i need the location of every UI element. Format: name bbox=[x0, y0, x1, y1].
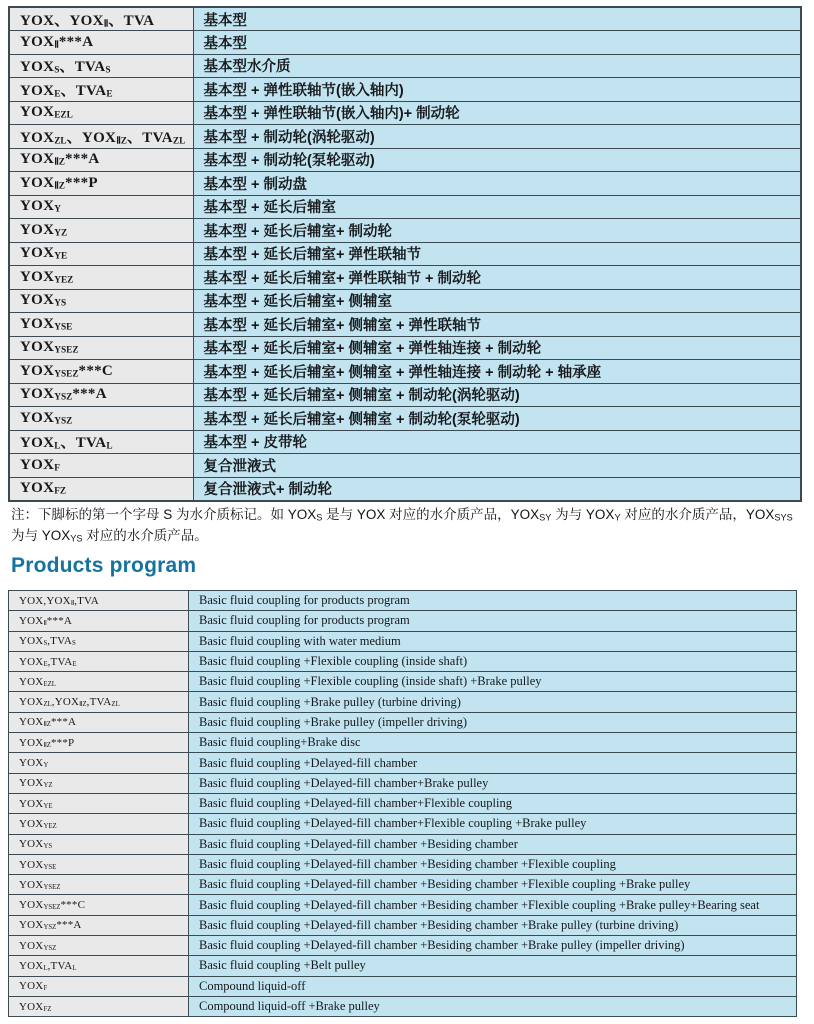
model-code-cell: $YOX_{ZL},YOX_{ⅡZ},TVA_{ZL}$ bbox=[9, 692, 189, 712]
model-code-cell: $YOX_L$、$TVA_L$ bbox=[9, 430, 193, 454]
table-row bbox=[9, 172, 801, 196]
table-row bbox=[9, 895, 797, 915]
products-program-heading: Products program bbox=[11, 554, 197, 577]
model-code-cell: $YOX_E$、$TVA_E$ bbox=[9, 78, 193, 102]
table-row bbox=[9, 773, 797, 793]
model-code-cell: $YOX_Ⅱ***A$ bbox=[9, 31, 193, 55]
table-row bbox=[9, 834, 797, 854]
model-code-cell: $YOX_{YEZ}$ bbox=[9, 266, 193, 290]
model-code-cell: $YOX_{FZ}$ bbox=[9, 477, 193, 501]
table-row bbox=[9, 996, 797, 1016]
description-cell: Basic fluid coupling for products program bbox=[189, 591, 797, 611]
description-cell: 基本型 + 延长后辅室+ 弹性联轴节 + 制动轮 bbox=[193, 266, 801, 290]
table-row bbox=[9, 712, 797, 732]
table-row bbox=[9, 631, 797, 651]
description-cell: Basic fluid coupling +Delayed-fill chamber+Flexible coupling +Brake pulley bbox=[189, 814, 797, 834]
description-cell: 基本型 + 制动盘 bbox=[193, 172, 801, 196]
chinese-table-body bbox=[9, 7, 801, 501]
description-cell: Basic fluid coupling for products program bbox=[189, 611, 797, 631]
model-code-cell: YOX、$YOX_Ⅱ$、TVA bbox=[9, 7, 193, 31]
model-code-cell: $YOX_Y$ bbox=[9, 195, 193, 219]
english-table-body bbox=[9, 591, 797, 1017]
model-code-cell: $YOX_S,TVA_S$ bbox=[9, 631, 189, 651]
description-cell: Basic fluid coupling +Delayed-fill chamber +Besiding chamber +Brake pulley (turbine driving) bbox=[189, 915, 797, 935]
description-cell: 基本型 + 延长后辅室+ 侧辅室 + 弹性轴连接 + 制动轮 bbox=[193, 336, 801, 360]
description-cell: Basic fluid coupling +Flexible coupling (inside shaft) bbox=[189, 651, 797, 671]
model-code-cell: $YOX_{YE}$ bbox=[9, 793, 189, 813]
description-cell: Basic fluid coupling +Delayed-fill chamber+Brake pulley bbox=[189, 773, 797, 793]
model-code-cell: $YOX_{YEZ}$ bbox=[9, 814, 189, 834]
table-row bbox=[9, 289, 801, 313]
description-cell: Basic fluid coupling +Delayed-fill chamber bbox=[189, 753, 797, 773]
description-cell: 基本型 + 制动轮(泵轮驱动) bbox=[193, 148, 801, 172]
description-cell: Basic fluid coupling with water medium bbox=[189, 631, 797, 651]
table-row bbox=[9, 125, 801, 149]
description-cell: 基本型 bbox=[193, 7, 801, 31]
table-row bbox=[9, 692, 797, 712]
model-code-cell: $YOX_{FZ}$ bbox=[9, 996, 189, 1016]
table-row bbox=[9, 936, 797, 956]
model-code-cell: $YOX_{YSZ}***A$ bbox=[9, 383, 193, 407]
model-code-cell: $YOX_{ⅡZ}***P$ bbox=[9, 733, 189, 753]
model-code-cell: $YOX_{YSEZ}***C$ bbox=[9, 895, 189, 915]
description-cell: Basic fluid coupling +Delayed-fill chamber +Besiding chamber +Flexible coupling bbox=[189, 854, 797, 874]
table-row bbox=[9, 31, 801, 55]
description-cell: 基本型 + 延长后辅室+ 弹性联轴节 bbox=[193, 242, 801, 266]
table-row bbox=[9, 407, 801, 431]
description-cell: 基本型 bbox=[193, 31, 801, 55]
table-row bbox=[9, 454, 801, 478]
model-code-cell: $YOX_Y$ bbox=[9, 753, 189, 773]
description-cell: Compound liquid-off +Brake pulley bbox=[189, 996, 797, 1016]
model-code-cell: $YOX_{YSEZ}$ bbox=[9, 336, 193, 360]
table-row bbox=[9, 672, 797, 692]
description-cell: Basic fluid coupling +Brake pulley (turbine driving) bbox=[189, 692, 797, 712]
description-cell: Basic fluid coupling +Delayed-fill chamber +Besiding chamber bbox=[189, 834, 797, 854]
model-code-cell: $YOX_{YSZ}$ bbox=[9, 936, 189, 956]
model-code-cell: $YOX_{YS}$ bbox=[9, 289, 193, 313]
table-row bbox=[9, 336, 801, 360]
model-code-cell: $YOX_{YSZ}***A$ bbox=[9, 915, 189, 935]
model-code-cell: $YOX_L,TVA_L$ bbox=[9, 956, 189, 976]
model-code-cell: $YOX_{YSE}$ bbox=[9, 313, 193, 337]
description-cell: Basic fluid coupling +Delayed-fill chamber +Besiding chamber +Flexible coupling +Brake pulley+Bearing seat bbox=[189, 895, 797, 915]
table-row bbox=[9, 956, 797, 976]
footnote: 注：下脚标的第一个字母 S 为水介质标记。如 $YOX_S$ 是与 YOX 对应的水介质产品，$YOX_{SY}$ 为与 $YOX_Y$ 对应的水介质产品，$YOX_{SYS}$ 为与 $YOX_{YS}$ 对应的水介质产品。 bbox=[11, 507, 793, 544]
table-row bbox=[9, 219, 801, 243]
table-row bbox=[9, 753, 797, 773]
table-row bbox=[9, 101, 801, 125]
model-code-cell: $YOX_{YZ}$ bbox=[9, 773, 189, 793]
table-row bbox=[9, 591, 797, 611]
chinese-products-table bbox=[8, 6, 802, 502]
table-row bbox=[9, 266, 801, 290]
table-row bbox=[9, 430, 801, 454]
table-row bbox=[9, 242, 801, 266]
table-row bbox=[9, 360, 801, 384]
model-code-cell: $YOX_{YE}$ bbox=[9, 242, 193, 266]
model-code-cell: $YOX_S$、$TVA_S$ bbox=[9, 54, 193, 78]
table-row bbox=[9, 611, 797, 631]
model-code-cell: $YOX_{YSEZ}***C$ bbox=[9, 360, 193, 384]
model-code-cell: $YOX_E,TVA_E$ bbox=[9, 651, 189, 671]
description-cell: 基本型 + 弹性联轴节(嵌入轴内) bbox=[193, 78, 801, 102]
table-row bbox=[9, 54, 801, 78]
description-cell: 基本型 + 延长后辅室 bbox=[193, 195, 801, 219]
table-row bbox=[9, 875, 797, 895]
table-row bbox=[9, 793, 797, 813]
table-row bbox=[9, 313, 801, 337]
description-cell: Basic fluid coupling +Delayed-fill chamber+Flexible coupling bbox=[189, 793, 797, 813]
description-cell: 基本型 + 延长后辅室+ 制动轮 bbox=[193, 219, 801, 243]
table-row bbox=[9, 383, 801, 407]
description-cell: 基本型 + 制动轮(涡轮驱动) bbox=[193, 125, 801, 149]
model-code-cell: $YOX,YOX_Ⅱ,TVA$ bbox=[9, 591, 189, 611]
description-cell: Basic fluid coupling +Belt pulley bbox=[189, 956, 797, 976]
model-code-cell: $YOX_{EZL}$ bbox=[9, 101, 193, 125]
table-row bbox=[9, 854, 797, 874]
description-cell: 基本型 + 延长后辅室+ 侧辅室 + 制动轮(泵轮驱动) bbox=[193, 407, 801, 431]
table-row bbox=[9, 651, 797, 671]
model-code-cell: $YOX_{YSE}$ bbox=[9, 854, 189, 874]
model-code-cell: $YOX_{EZL}$ bbox=[9, 672, 189, 692]
description-cell: Compound liquid-off bbox=[189, 976, 797, 996]
description-cell: Basic fluid coupling+Brake disc bbox=[189, 733, 797, 753]
model-code-cell: $YOX_{ⅡZ}***A$ bbox=[9, 148, 193, 172]
description-cell: 复合泄液式+ 制动轮 bbox=[193, 477, 801, 501]
description-cell: Basic fluid coupling +Brake pulley (impeller driving) bbox=[189, 712, 797, 732]
model-code-cell: $YOX_Ⅱ***A$ bbox=[9, 611, 189, 631]
table-row bbox=[9, 976, 797, 996]
description-cell: Basic fluid coupling +Flexible coupling (inside shaft) +Brake pulley bbox=[189, 672, 797, 692]
table-row bbox=[9, 78, 801, 102]
description-cell: 基本型 + 延长后辅室+ 侧辅室 bbox=[193, 289, 801, 313]
table-row bbox=[9, 915, 797, 935]
table-row bbox=[9, 733, 797, 753]
description-cell: 复合泄液式 bbox=[193, 454, 801, 478]
model-code-cell: $YOX_{YSZ}$ bbox=[9, 407, 193, 431]
model-code-cell: $YOX_{ⅡZ}***A$ bbox=[9, 712, 189, 732]
description-cell: Basic fluid coupling +Delayed-fill chamber +Besiding chamber +Flexible coupling +Brake pulley bbox=[189, 875, 797, 895]
model-code-cell: $YOX_{ⅡZ}***P$ bbox=[9, 172, 193, 196]
model-code-cell: $YOX_{YS}$ bbox=[9, 834, 189, 854]
table-row bbox=[9, 814, 797, 834]
table-row bbox=[9, 195, 801, 219]
model-code-cell: $YOX_{ZL}$、$YOX_{ⅡZ}$、$TVA_{ZL}$ bbox=[9, 125, 193, 149]
description-cell: 基本型 + 延长后辅室+ 侧辅室 + 弹性轴连接 + 制动轮 + 轴承座 bbox=[193, 360, 801, 384]
english-products-table bbox=[8, 590, 797, 1017]
description-cell: 基本型 + 延长后辅室+ 侧辅室 + 弹性联轴节 bbox=[193, 313, 801, 337]
description-cell: 基本型 + 皮带轮 bbox=[193, 430, 801, 454]
description-cell: Basic fluid coupling +Delayed-fill chamber +Besiding chamber +Brake pulley (impeller driving) bbox=[189, 936, 797, 956]
table-row bbox=[9, 148, 801, 172]
model-code-cell: $YOX_F$ bbox=[9, 454, 193, 478]
table-row bbox=[9, 477, 801, 501]
description-cell: 基本型 + 延长后辅室+ 侧辅室 + 制动轮(涡轮驱动) bbox=[193, 383, 801, 407]
table-row bbox=[9, 7, 801, 31]
model-code-cell: $YOX_{YSEZ}$ bbox=[9, 875, 189, 895]
model-code-cell: $YOX_F$ bbox=[9, 976, 189, 996]
model-code-cell: $YOX_{YZ}$ bbox=[9, 219, 193, 243]
description-cell: 基本型水介质 bbox=[193, 54, 801, 78]
description-cell: 基本型 + 弹性联轴节(嵌入轴内)+ 制动轮 bbox=[193, 101, 801, 125]
